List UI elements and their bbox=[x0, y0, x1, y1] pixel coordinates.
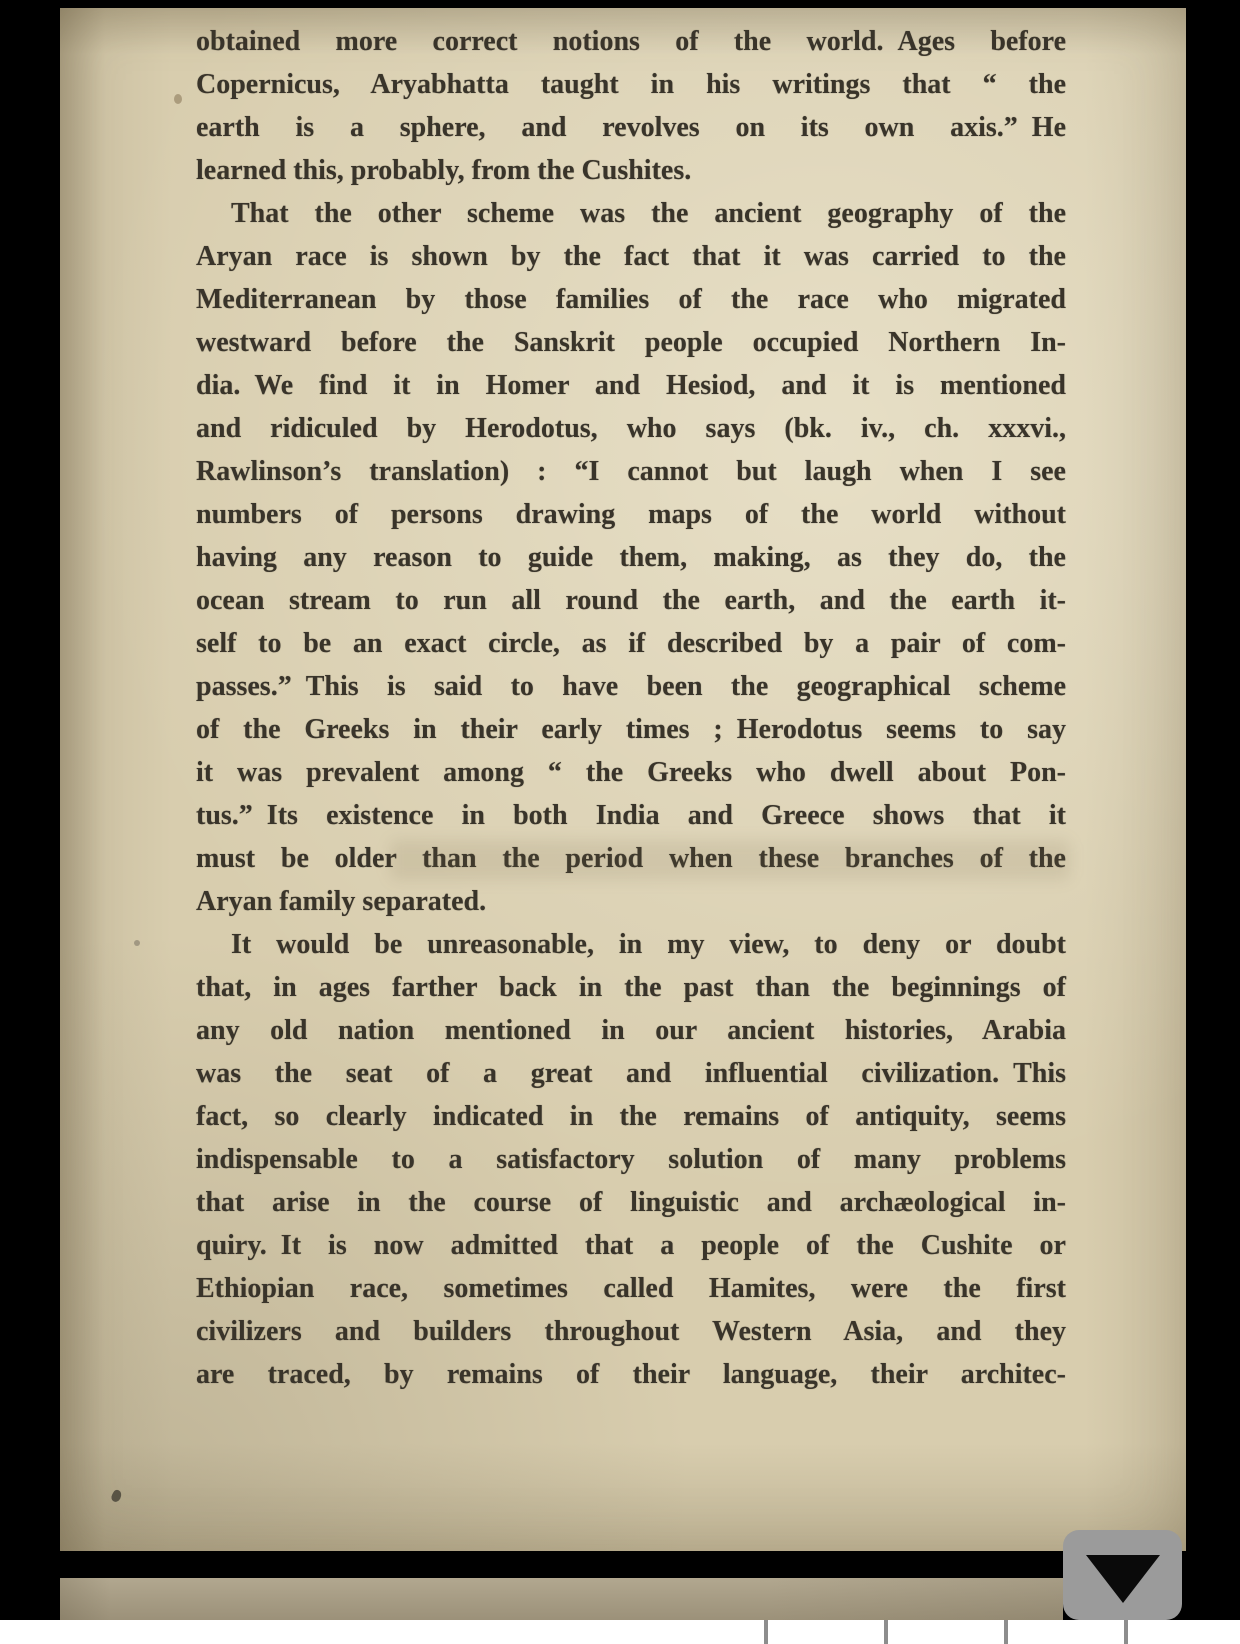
text-line: self to be an exact circle, as if described by a pair of com- bbox=[196, 628, 1066, 659]
text-line: of the Greeks in their early times ; Herodotus seems to say bbox=[196, 714, 1066, 745]
text-line: tus.” Its existence in both India and Greece shows that it bbox=[196, 800, 1066, 831]
text-line: earth is a sphere, and revolves on its own axis.” He bbox=[196, 112, 1066, 143]
text-line: Copernicus, Aryabhatta taught in his writings that “ the bbox=[196, 69, 1066, 100]
text-line: numbers of persons drawing maps of the world without bbox=[196, 499, 1066, 530]
thumbnail-divider bbox=[884, 1620, 888, 1644]
text-line: dia. We find it in Homer and Hesiod, and it is mentioned bbox=[196, 370, 1066, 401]
ink-bleed-artifact bbox=[390, 840, 1070, 880]
text-line: Ethiopian race, sometimes called Hamites, were the first bbox=[196, 1273, 1066, 1304]
down-triangle-icon bbox=[1086, 1555, 1160, 1603]
text-line: and ridiculed by Herodotus, who says (bk. iv., ch. xxxvi., bbox=[196, 413, 1066, 444]
text-line: indispensable to a satisfactory solution of many problems bbox=[196, 1144, 1066, 1175]
text-line: Aryan family separated. bbox=[196, 886, 487, 917]
thumbnail-divider bbox=[1004, 1620, 1008, 1644]
text-line: It would be unreasonable, in my view, to deny or doubt bbox=[231, 929, 1066, 960]
text-line: having any reason to guide them, making, as they do, the bbox=[196, 542, 1066, 573]
text-line: obtained more correct notions of the world. Ages before bbox=[196, 26, 1066, 57]
book-page-scan bbox=[60, 8, 1186, 1551]
page-text-column bbox=[196, 20, 1066, 1396]
bottom-thumbnail-bar bbox=[0, 1620, 1240, 1644]
scan-speck bbox=[174, 94, 182, 104]
text-line: ocean stream to run all round the earth, and the earth it- bbox=[196, 585, 1066, 616]
text-line: any old nation mentioned in our ancient histories, Arabia bbox=[196, 1015, 1066, 1046]
next-page-edge bbox=[60, 1578, 1063, 1620]
text-line: civilizers and builders throughout Western Asia, and they bbox=[196, 1316, 1066, 1347]
scroll-down-button[interactable] bbox=[1063, 1530, 1182, 1620]
text-line: Aryan race is shown by the fact that it was carried to the bbox=[196, 241, 1066, 272]
text-line: it was prevalent among “ the Greeks who dwell about Pon- bbox=[196, 757, 1066, 788]
text-line: westward before the Sanskrit people occupied Northern In- bbox=[196, 327, 1066, 358]
text-line: Mediterranean by those families of the race who migrated bbox=[196, 284, 1066, 315]
text-line: passes.” This is said to have been the geographical scheme bbox=[196, 671, 1066, 702]
text-line: That the other scheme was the ancient geography of the bbox=[231, 198, 1066, 229]
text-line: learned this, probably, from the Cushites. bbox=[196, 155, 692, 186]
text-line: that arise in the course of linguistic and archæological in- bbox=[196, 1187, 1066, 1218]
text-line: Rawlinson’s translation) : “I cannot but laugh when I see bbox=[196, 456, 1066, 487]
text-line: that, in ages farther back in the past than the beginnings of bbox=[196, 972, 1066, 1003]
text-line: fact, so clearly indicated in the remains of antiquity, seems bbox=[196, 1101, 1066, 1132]
scan-speck bbox=[134, 940, 140, 946]
thumbnail-divider bbox=[1124, 1620, 1128, 1644]
text-line: quiry. It is now admitted that a people of the Cushite or bbox=[196, 1230, 1066, 1261]
text-line: must be older than the period when these branches of the bbox=[196, 843, 1066, 874]
text-line: are traced, by remains of their language, their architec- bbox=[196, 1359, 1066, 1390]
thumbnail-divider bbox=[764, 1620, 768, 1644]
scan-speck bbox=[110, 1489, 124, 1504]
text-line: was the seat of a great and influential civilization. This bbox=[196, 1058, 1066, 1089]
